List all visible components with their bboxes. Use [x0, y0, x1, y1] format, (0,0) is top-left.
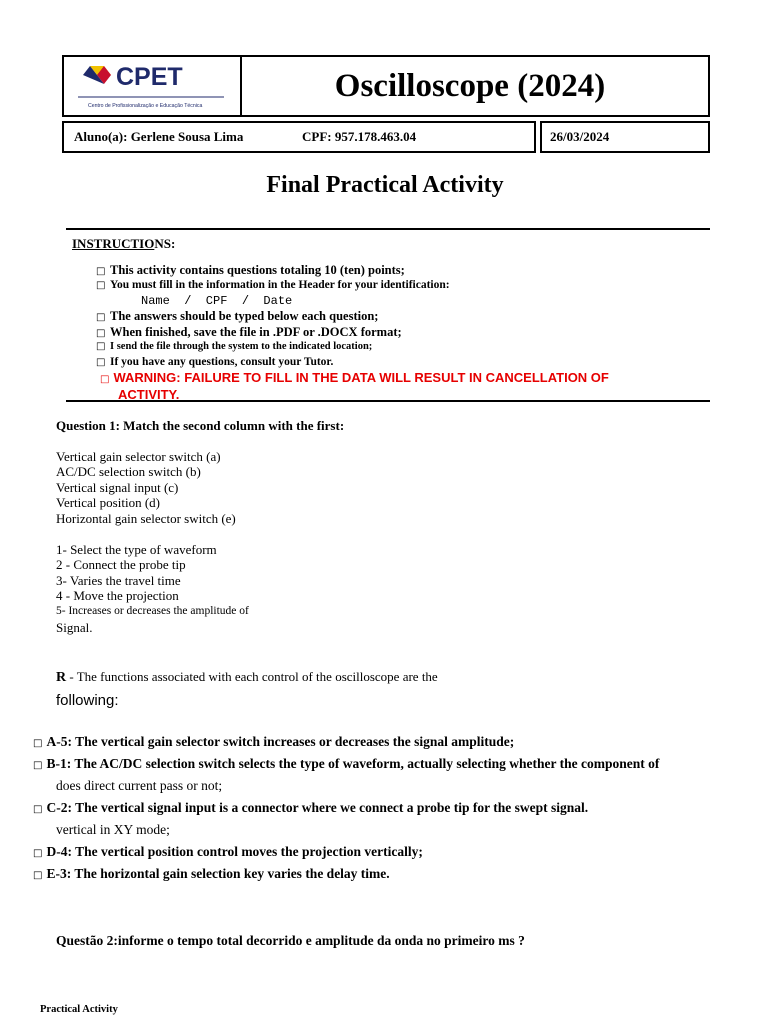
bullet-box-icon: □ [33, 738, 43, 749]
instructions-title: INSTRUCTIONS: [72, 236, 176, 251]
list-item: 2 - Connect the probe tip [56, 557, 186, 573]
divider-bottom [66, 400, 710, 402]
id-format-line: Name / CPF / Date [141, 294, 293, 308]
answer-continuation: vertical in XY mode; [56, 822, 170, 837]
student-name: Aluno(a): Gerlene Sousa Lima [74, 129, 244, 144]
list-item: AC/DC selection switch (b) [56, 464, 201, 480]
list-item: 3- Varies the travel time [56, 572, 181, 588]
list-item: 5- Increases or decreases the amplitude of [56, 604, 249, 617]
student-cpf: CPF: 957.178.463.04 [302, 129, 417, 144]
bullet-box-icon: □ [100, 374, 110, 385]
list-item: Vertical position (d) [56, 495, 160, 511]
date-box [540, 121, 710, 153]
instruction-item: □ This activity contains questions totaling 10 (ten) points; [96, 263, 405, 277]
column-b-continuation: Signal. [56, 620, 93, 635]
student-info-box [62, 121, 536, 153]
logo-tagline: Centro de Profissionalização e Educação Técnica [88, 103, 203, 109]
answer-item: □ B-1: The AC/DC selection switch selects the type of waveform, actually selecting whether the component of [33, 756, 660, 771]
response-intro: R - The functions associated with each control of the oscilloscope are the [56, 669, 438, 685]
column-a-list [56, 449, 236, 526]
response-following: following: [56, 692, 119, 709]
bullet-box-icon: □ [33, 870, 43, 881]
page-footer: Practical Activity [40, 1004, 118, 1015]
page-heading: Final Practical Activity [266, 172, 504, 198]
question-1-prompt: Question 1: Match the second column with the first: [56, 418, 345, 433]
column-b-list [56, 542, 249, 619]
warning-text: □ WARNING: FAILURE TO FILL IN THE DATA WILL RESULT IN CANCELLATION OF ACTIVITY. [100, 370, 609, 402]
bullet-box-icon: □ [96, 280, 106, 291]
list-item: Vertical gain selector switch (a) [56, 449, 221, 464]
bullet-box-icon: □ [96, 312, 106, 323]
instruction-item: □ If you have any questions, consult your Tutor. [96, 356, 334, 368]
answer-item: □ A-5: The vertical gain selector switch increases or decreases the signal amplitude; [33, 734, 515, 749]
document-title: Oscilloscope (2024) [334, 67, 606, 104]
logo-box [62, 55, 242, 117]
answer-item: □ E-3: The horizontal gain selection key varies the delay time. [33, 866, 390, 881]
bullet-box-icon: □ [96, 328, 106, 339]
bullet-box-icon: □ [96, 357, 106, 368]
activity-date: 26/03/2024 [550, 129, 610, 144]
title-box [240, 55, 710, 117]
list-item: 4 - Move the projection [56, 588, 179, 604]
answer-continuation: does direct current pass or not; [56, 778, 223, 793]
list-item: 1- Select the type of waveform [56, 542, 217, 557]
list-item: Vertical signal input (c) [56, 479, 179, 495]
bullet-box-icon: □ [96, 266, 106, 277]
list-item: Horizontal gain selector switch (e) [56, 510, 236, 526]
logo-brand-text: CPET [116, 63, 183, 91]
bullet-box-icon: □ [33, 848, 43, 859]
bullet-box-icon: □ [33, 760, 43, 771]
answer-item: □ C-2: The vertical signal input is a connector where we connect a probe tip for the swept signal. [33, 800, 589, 815]
question-2-prompt: Questão 2:informe o tempo total decorrido e amplitude da onda no primeiro ms ? [56, 933, 525, 948]
instruction-item: □ The answers should be typed below each question; [96, 309, 379, 323]
instruction-item: □ When finished, save the file in .PDF or .DOCX format; [96, 325, 402, 339]
cpet-logo [64, 57, 240, 115]
bullet-box-icon: □ [33, 804, 43, 815]
answer-item: □ D-4: The vertical position control moves the projection vertically; [33, 844, 423, 859]
bullet-box-icon: □ [96, 341, 106, 352]
divider-top [66, 228, 710, 230]
instruction-item: □ You must fill in the information in the Header for your identification: [96, 279, 450, 291]
instruction-item: □ I send the file through the system to the indicated location; [96, 341, 373, 352]
